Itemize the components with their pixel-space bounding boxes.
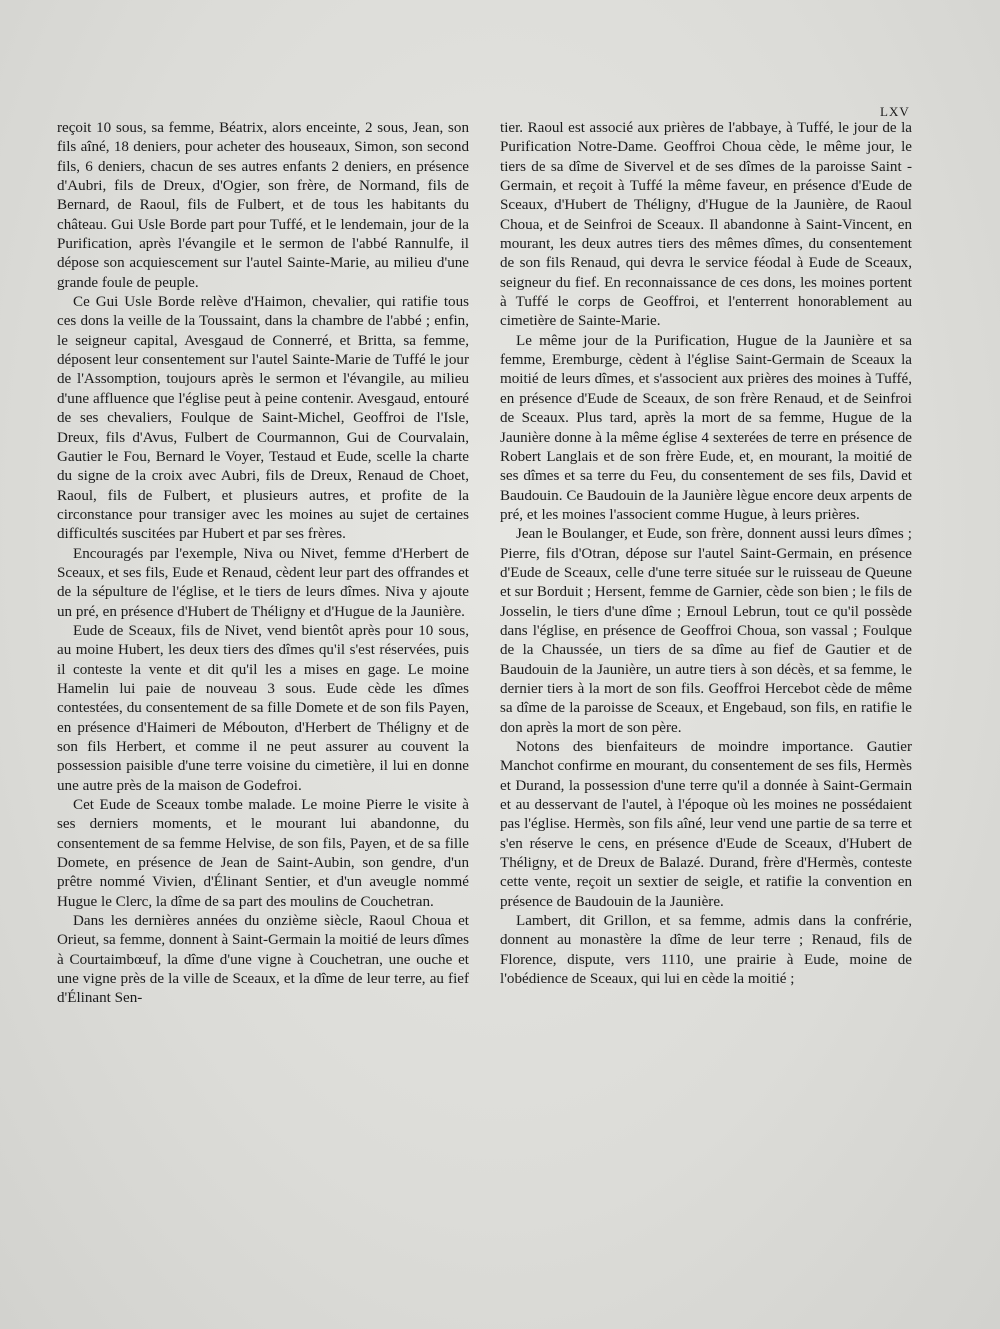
- paragraph: Cet Eude de Sceaux tombe malade. Le moine Pierre le visite à ses derniers moments, et le mourant lui abandonne, du consentement de sa femme Helvise, de son fils, Payen, et de sa fille Domete, en présence de Jean de Saint-Aubin, son gendre, d'un prêtre nommé Vivien, d'Élinant Sentier, et d'un aveugle nommé Hugue le Clerc, la dîme de sa part des moulins de Couchetran.: [57, 797, 469, 910]
- page-number: LXV: [880, 104, 910, 119]
- paragraph: Ce Gui Usle Borde relève d'Haimon, chevalier, qui ratifie tous ces dons la veille de la Toussaint, dans la chambre de l'abbé ; enfin, le seigneur capital, Avesgaud de Connerré, et Britta, sa femme, déposent leur consentement sur l'autel Sainte-Marie de Tuffé le jour de l'Assomption, toujours après le sermon et l'évangile, au milieu d'une affluence que l'église peut à peine contenir. Avesgaud, entouré de ses chevaliers, Foulque de Saint-Michel, Geoffroi de l'Isle, Dreux, fils d'Avus, Fulbert de Courmannon, Gui de Courvalain, Gautier le Fou, Bernard le Voyer, Testaud et Eude, scelle la charte du signe de la croix avec Aubri, fils de Dreux, Renaud de Choet, Raoul, fils de Fulbert, et plusieurs autres, et profite de la circonstance pour transiger avec les moines au sujet de certaines difficultés suscitées par Hubert et par ses frères.: [57, 294, 469, 543]
- paragraph: tier. Raoul est associé aux prières de l'abbaye, à Tuffé, le jour de la Purification Notre-Dame. Geoffroi Choua cède, le même jour, le tiers de sa dîme de Sivervel et de ses dîmes de la paroisse Saint - Germain, et reçoit à Tuffé la même faveur, en présence d'Eude de Sceaux, d'Hubert de Théligny, d'Hugue de la Jaunière, de Raoul Choua, et de Seinfroi de Sceaux. Il abandonne à Saint-Vincent, en mourant, les deux autres tiers des mêmes dîmes, du consentement de son fils Renaud, qui devra le service féodal à Eude de Sceaux, seigneur du fief. En reconnaissance de ces dons, les moines portent à Tuffé le corps de Geoffroi, et l'enterrent honorablement au cimetière de Sainte-Marie.: [500, 120, 912, 330]
- paragraph: reçoit 10 sous, sa femme, Béatrix, alors enceinte, 2 sous, Jean, son fils aîné, 18 deniers, pour acheter des houseaux, Simon, son second fils, 6 deniers, chacun de ses autres enfants 2 deniers, en présence d'Aubri, fils de Dreux, d'Ogier, son frère, de Normand, fils de Bernard, de Raoul, fils de Fulbert, et de tous les habitants du château. Gui Usle Borde part pour Tuffé, et le lendemain, jour de la Purification, après l'évangile et le sermon de l'abbé Rannulfe, il dépose son acquiescement sur l'autel Sainte-Marie, au milieu d'une grande foule de peuple.: [57, 120, 469, 291]
- paragraph: Le même jour de la Purification, Hugue de la Jaunière et sa femme, Eremburge, cèdent à l'église Saint-Germain de Sceaux la moitié de leurs dîmes, et s'associent aux prières des moines à Tuffé, en présence d'Eude de Sceaux, de son frère Renaud, et de Seinfroi de Sceaux. Plus tard, après la mort de sa femme, Hugue de la Jaunière donne à la même église 4 sexterées de terre en présence de Robert Langlais et de son frère Eude, et, en mourant, la moitié de ses dîmes et sa terre du Feu, du consentement de ses fils, David et Baudouin. Ce Baudouin de la Jaunière lègue encore deux arpents de pré, et les moines l'associent comme Hugue, à leurs prières.: [500, 332, 912, 523]
- paragraph: Lambert, dit Grillon, et sa femme, admis dans la confrérie, donnent au monastère la dîme de leur terre ; Renaud, fils de Florence, dispute, vers 1110, une prairie à Eude, moine de l'obédience de Sceaux, qui lui en cède la moitié ;: [500, 913, 912, 988]
- paragraph: Jean le Boulanger, et Eude, son frère, donnent aussi leurs dîmes ; Pierre, fils d'Otran, dépose sur l'autel Saint-Germain, en présence d'Eude de Sceaux, celle d'une terre située sur le ruisseau de Queune et sur Borduit ; Hersent, femme de Garnier, cède son bien ; le fils de Josselin, le tiers d'une dîme ; Ernoul Lebrun, tout ce qu'il possède dans l'église, en présence de Geoffroi Choua, son vassal ; Foulque de la Chaussée, un tiers de sa dîme au fief de Gautier et de Baudouin de la Jaunière, un autre tiers à son décès, et sa femme, le dernier tiers à la mort de son fils. Geoffroi Hercebot cède de même sa dîme de la paroisse de Sceaux, et Engebaud, son fils, en ratifie le don après la mort de son père.: [500, 526, 912, 736]
- paragraph: Encouragés par l'exemple, Niva ou Nivet, femme d'Herbert de Sceaux, et ses fils, Eude et Renaud, cèdent leur part des offrandes et de la sépulture de l'église, et le tiers de leurs dîmes. Niva y ajoute un pré, en présence d'Hubert de Théligny et d'Hugue de la Jaunière.: [57, 545, 469, 620]
- paragraph: Notons des bienfaiteurs de moindre importance. Gautier Manchot confirme en mourant, du consentement de ses fils, Hermès et Durand, la possession d'une terre qu'il a donnée à Saint-Germain et au desservant de l'autel, à l'époque où les moines ne possédaient pas l'église. Hermès, son fils aîné, leur vend une partie de sa terre et s'en réserve le cens, en présence d'Eude de Sceaux, d'Hubert de Théligny, et de Dreux de Balazé. Durand, frère d'Hermès, conteste cette vente, reçoit un sextier de seigle, et ratifie la convention en présence de Baudouin de la Jaunière.: [500, 739, 912, 910]
- paragraph: Dans les dernières années du onzième siècle, Raoul Choua et Orieut, sa femme, donnent à Saint-Germain la moitié de leurs dîmes à Courtaimbœuf, la dîme d'une vigne à Couchetran, une ouche et une vigne près de la ville de Sceaux, et la dîme de leur terre, au fief d'Élinant Sen-: [57, 913, 469, 1007]
- right-column: [500, 119, 912, 989]
- left-column: [57, 119, 469, 1009]
- paragraph: Eude de Sceaux, fils de Nivet, vend bientôt après pour 10 sous, au moine Hubert, les deux tiers des dîmes qu'il s'est réservées, puis il conteste la vente et dit qu'il les a mises en gage. Le moine Hamelin lui paie de nouveau 3 sous. Eude cède les dîmes contestées, du consentement de sa fille Domete et de son fils Payen, en présence d'Haimeri de Mébouton, d'Herbert de Théligny et de son fils Herbert, et comme il ne peut assurer au couvent la possession paisible d'une terre voisine du cimetière, il lui en donne une autre près de la maison de Godefroi.: [57, 622, 469, 794]
